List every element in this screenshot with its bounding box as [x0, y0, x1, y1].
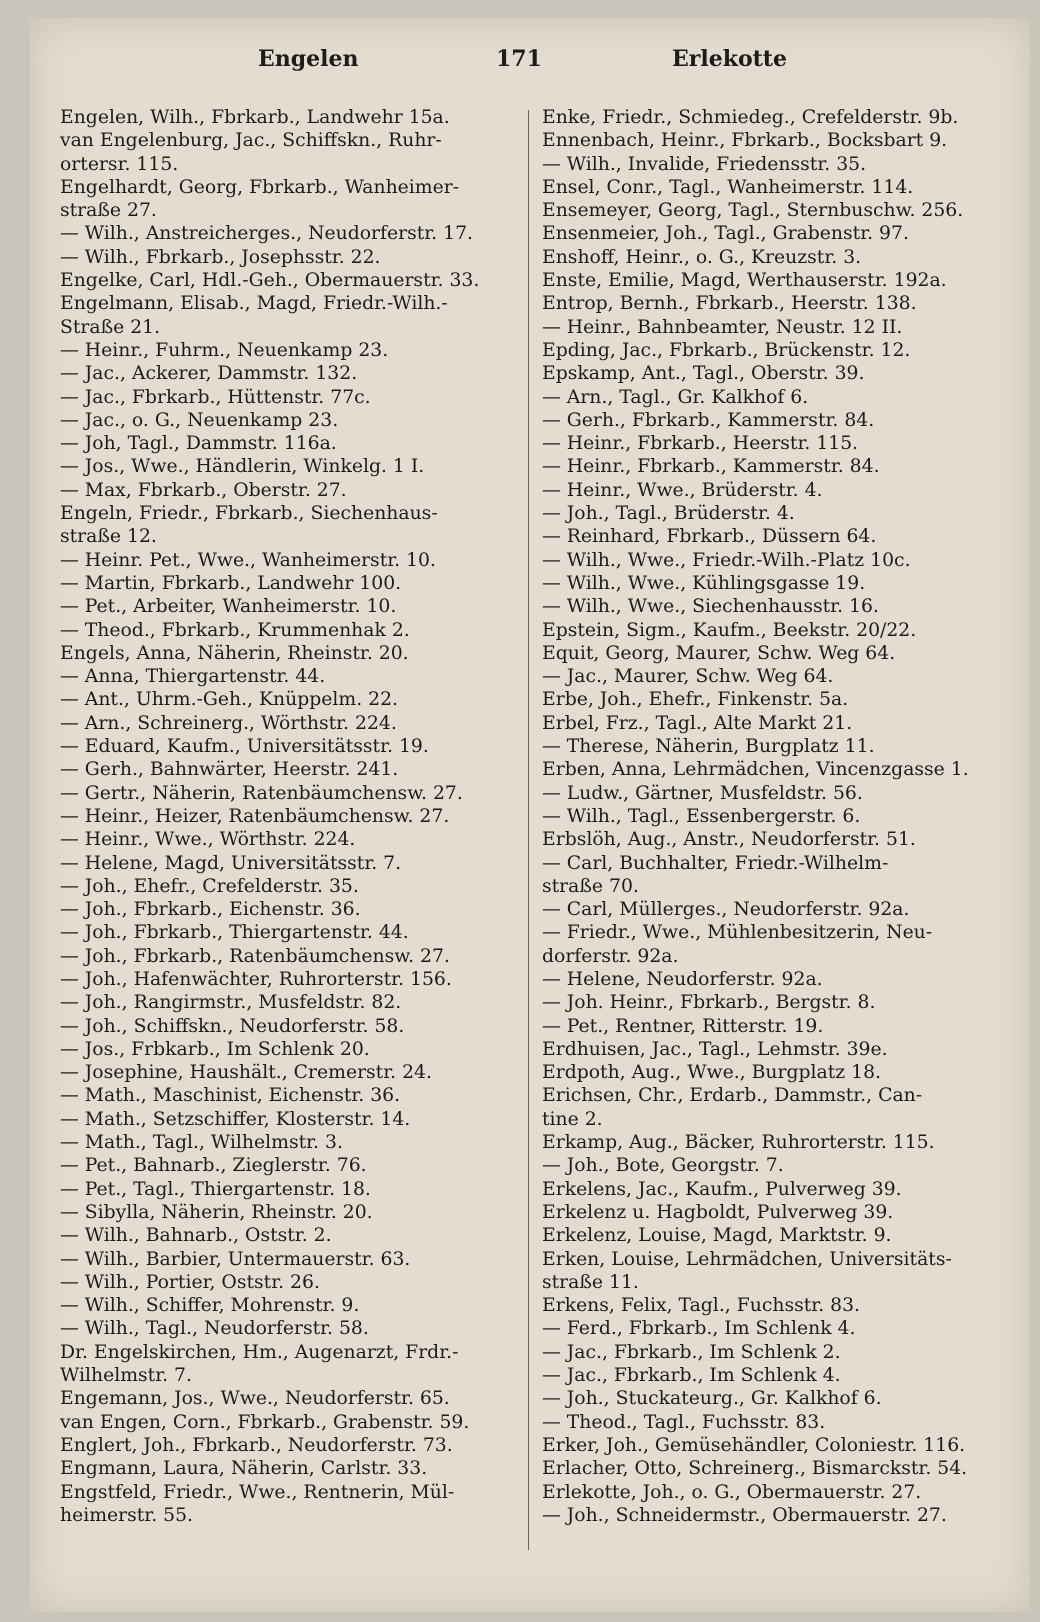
directory-line: Erkelenz u. Hagboldt, Pulverweg 39.	[542, 1201, 894, 1223]
directory-line: — Ant., Uhrm.-Geh., Knüppelm. 22.	[60, 689, 399, 711]
directory-line: — Pet., Arbeiter, Wanheimerstr. 10.	[60, 596, 397, 618]
directory-line: — Heinr., Wwe., Brüderstr. 4.	[542, 479, 823, 501]
directory-line: — Jac., Fbrkarb., Im Schlenk 4.	[542, 1365, 841, 1387]
directory-line: — Joh., Fbrkarb., Eichenstr. 36.	[60, 899, 361, 921]
directory-line: — Wilh., Wwe., Kühlingsgasse 19.	[542, 572, 866, 594]
directory-line: — Wilh., Schiffer, Mohrenstr. 9.	[60, 1295, 360, 1317]
directory-line: — Joh., Bote, Georgstr. 7.	[542, 1155, 784, 1177]
directory-line: — Joh., Stuckateurg., Gr. Kalkhof 6.	[542, 1388, 882, 1410]
directory-line: — Heinr., Fuhrm., Neuenkamp 23.	[60, 339, 389, 361]
directory-line: Epskamp, Ant., Tagl., Oberstr. 39.	[542, 363, 865, 385]
directory-line: Ensemeyer, Georg, Tagl., Sternbuschw. 256.	[542, 200, 964, 222]
directory-line: Ensenmeier, Joh., Tagl., Grabenstr. 97.	[542, 223, 909, 245]
directory-line: Erlacher, Otto, Schreinerg., Bismarckstr. 54.	[542, 1458, 968, 1480]
directory-line: Epstein, Sigm., Kaufm., Beekstr. 20/22.	[542, 619, 917, 641]
directory-line: Engeln, Friedr., Fbrkarb., Siechenhaus-	[60, 503, 438, 525]
directory-line: — Joh., Fbrkarb., Thiergartenstr. 44.	[60, 922, 409, 944]
directory-line: Erbe, Joh., Ehefr., Finkenstr. 5a.	[542, 689, 849, 711]
directory-line: — Pet., Tagl., Thiergartenstr. 18.	[60, 1178, 371, 1200]
header-last-name: Erlekotte	[672, 46, 787, 72]
directory-line: — Wilh., Barbier, Untermauerstr. 63.	[60, 1248, 411, 1270]
page-header	[30, 36, 1030, 76]
directory-line: — Josephine, Haushält., Cremerstr. 24.	[60, 1062, 432, 1084]
directory-line: Ennenbach, Heinr., Fbrkarb., Bocksbart 9.	[542, 130, 948, 152]
directory-line: — Arn., Schreinerg., Wörthstr. 224.	[60, 712, 397, 734]
directory-line: Erichsen, Chr., Erdarb., Dammstr., Can-	[542, 1085, 923, 1107]
directory-line: — Joh., Hafenwächter, Ruhrorterstr. 156.	[60, 968, 452, 990]
directory-line: Engemann, Jos., Wwe., Neudorferstr. 65.	[60, 1388, 450, 1410]
directory-line: Engstfeld, Friedr., Wwe., Rentnerin, Mül-	[60, 1481, 455, 1503]
directory-line: Erkelenz, Louise, Magd, Marktstr. 9.	[542, 1225, 892, 1247]
directory-line: Wilhelmstr. 7.	[60, 1365, 192, 1387]
directory-line: — Joh., Fbrkarb., Ratenbäumchensw. 27.	[60, 945, 450, 967]
directory-line: — Heinr., Fbrkarb., Kammerstr. 84.	[542, 456, 880, 478]
directory-line: Engelen, Wilh., Fbrkarb., Landwehr 15a.	[60, 107, 450, 128]
directory-line: — Pet., Rentner, Ritterstr. 19.	[542, 1015, 824, 1037]
directory-line: — Joh. Heinr., Fbrkarb., Bergstr. 8.	[542, 992, 876, 1014]
directory-line: — Helene, Magd, Universitätsstr. 7.	[60, 852, 402, 874]
directory-line: — Wilh., Bahnarb., Oststr. 2.	[60, 1225, 332, 1247]
directory-line: — Theod., Fbrkarb., Krummenhak 2.	[60, 619, 410, 641]
directory-line: — Ludw., Gärtner, Musfeldstr. 56.	[542, 782, 863, 804]
directory-line: Engmann, Laura, Näherin, Carlstr. 33.	[60, 1458, 428, 1480]
directory-line: — Wilh., Fbrkarb., Josephsstr. 22.	[60, 246, 381, 268]
directory-line: — Wilh., Tagl., Neudorferstr. 58.	[60, 1318, 369, 1340]
directory-line: Erkamp, Aug., Bäcker, Ruhrorterstr. 115.	[542, 1132, 935, 1154]
directory-line: Erdpoth, Aug., Wwe., Burgplatz 18.	[542, 1062, 882, 1084]
directory-line: — Gerh., Fbrkarb., Kammerstr. 84.	[542, 409, 875, 431]
directory-line: — Pet., Bahnarb., Zieglerstr. 76.	[60, 1155, 367, 1177]
directory-line: Ensel, Conr., Tagl., Wanheimerstr. 114.	[542, 176, 914, 198]
directory-line: — Jac., Ackerer, Dammstr. 132.	[60, 363, 358, 385]
directory-line: — Gerh., Bahnwärter, Heerstr. 241.	[60, 759, 399, 781]
left-column	[60, 106, 525, 1527]
directory-line: straße 12.	[60, 526, 157, 548]
directory-line: Erker, Joh., Gemüsehändler, Coloniestr. 116.	[542, 1434, 966, 1456]
directory-line: — Jac., Fbrkarb., Hüttenstr. 77c.	[60, 386, 371, 408]
column-divider	[528, 110, 529, 1550]
directory-line: — Jac., o. G., Neuenkamp 23.	[60, 409, 339, 431]
directory-line: — Therese, Näherin, Burgplatz 11.	[542, 736, 875, 758]
page-number: 171	[496, 46, 542, 72]
directory-line: — Heinr., Heizer, Ratenbäumchensw. 27.	[60, 805, 450, 827]
directory-line: — Eduard, Kaufm., Universitätsstr. 19.	[60, 736, 429, 758]
directory-line: — Joh., Tagl., Brüderstr. 4.	[542, 503, 795, 525]
directory-line: Erbslöh, Aug., Anstr., Neudorferstr. 51.	[542, 829, 916, 851]
directory-line: Engels, Anna, Näherin, Rheinstr. 20.	[60, 642, 409, 664]
directory-page	[30, 18, 1030, 1612]
directory-line: — Jac., Fbrkarb., Im Schlenk 2.	[542, 1341, 841, 1363]
directory-line: — Joh, Tagl., Dammstr. 116a.	[60, 433, 337, 455]
directory-line: straße 70.	[542, 875, 639, 897]
directory-line: van Engen, Corn., Fbrkarb., Grabenstr. 59.	[60, 1411, 470, 1433]
directory-line: Equit, Georg, Maurer, Schw. Weg 64.	[542, 642, 896, 664]
directory-line: Epding, Jac., Fbrkarb., Brückenstr. 12.	[542, 339, 911, 361]
header-first-name: Engelen	[258, 46, 359, 72]
directory-line: — Arn., Tagl., Gr. Kalkhof 6.	[542, 386, 809, 408]
directory-line: Engelke, Carl, Hdl.-Geh., Obermauerstr. 33.	[60, 270, 480, 292]
directory-line: — Heinr. Pet., Wwe., Wanheimerstr. 10.	[60, 549, 436, 571]
directory-line: Engelhardt, Georg, Fbrkarb., Wanheimer-	[60, 176, 460, 198]
directory-line: — Theod., Tagl., Fuchsstr. 83.	[542, 1411, 826, 1433]
directory-line: — Heinr., Fbrkarb., Heerstr. 115.	[542, 433, 859, 455]
directory-line: — Friedr., Wwe., Mühlenbesitzerin, Neu-	[542, 922, 933, 944]
directory-line: Erlekotte, Joh., o. G., Obermauerstr. 27.	[542, 1481, 922, 1503]
directory-line: Enshoff, Heinr., o. G., Kreuzstr. 3.	[542, 246, 862, 268]
directory-line: Erdhuisen, Jac., Tagl., Lehmstr. 39e.	[542, 1038, 888, 1060]
directory-line: — Anna, Thiergartenstr. 44.	[60, 666, 326, 688]
directory-line: — Carl, Müllerges., Neudorferstr. 92a.	[542, 899, 910, 921]
directory-line: dorferstr. 92a.	[542, 945, 679, 967]
directory-line: Enste, Emilie, Magd, Werthauserstr. 192a.	[542, 270, 947, 292]
directory-line: — Wilh., Portier, Oststr. 26.	[60, 1271, 320, 1293]
directory-line: tine 2.	[542, 1108, 603, 1130]
directory-line: Dr. Engelskirchen, Hm., Augenarzt, Frdr.-	[60, 1341, 459, 1363]
directory-line: — Joh., Schneidermstr., Obermauerstr. 27.	[542, 1504, 947, 1526]
directory-line: — Jos., Wwe., Händlerin, Winkelg. 1 I.	[60, 456, 425, 478]
directory-line: — Martin, Fbrkarb., Landwehr 100.	[60, 572, 402, 594]
directory-line: — Jos., Frbkarb., Im Schlenk 20.	[60, 1038, 370, 1060]
directory-line: Englert, Joh., Fbrkarb., Neudorferstr. 73.	[60, 1434, 453, 1456]
directory-line: — Wilh., Wwe., Siechenhausstr. 16.	[542, 596, 879, 618]
directory-line: straße 27.	[60, 200, 157, 222]
directory-line: Erbel, Frz., Tagl., Alte Markt 21.	[542, 712, 853, 734]
directory-line: — Gertr., Näherin, Ratenbäumchensw. 27.	[60, 782, 463, 804]
directory-line: Enke, Friedr., Schmiedeg., Crefelderstr. 9b.	[542, 107, 959, 128]
directory-line: — Joh., Schiffskn., Neudorferstr. 58.	[60, 1015, 405, 1037]
directory-line: Entrop, Bernh., Fbrkarb., Heerstr. 138.	[542, 293, 917, 315]
directory-line: straße 11.	[542, 1271, 639, 1293]
directory-line: van Engelenburg, Jac., Schiffskn., Ruhr-	[60, 130, 442, 152]
directory-line: — Math., Tagl., Wilhelmstr. 3.	[60, 1132, 343, 1154]
directory-line: — Helene, Neudorferstr. 92a.	[542, 968, 823, 990]
directory-line: — Heinr., Bahnbeamter, Neustr. 12 II.	[542, 316, 903, 338]
directory-line: — Wilh., Tagl., Essenbergerstr. 6.	[542, 805, 861, 827]
directory-line: — Wilh., Anstreicherges., Neudorferstr. 17.	[60, 223, 473, 245]
directory-line: — Ferd., Fbrkarb., Im Schlenk 4.	[542, 1318, 856, 1340]
directory-line: — Math., Maschinist, Eichenstr. 36.	[60, 1085, 401, 1107]
directory-line: Engelmann, Elisab., Magd, Friedr.-Wilh.-	[60, 293, 448, 315]
directory-line: Erken, Louise, Lehrmädchen, Universitäts-	[542, 1248, 952, 1270]
directory-line: — Joh., Ehefr., Crefelderstr. 35.	[60, 875, 359, 897]
directory-line: — Jac., Maurer, Schw. Weg 64.	[542, 666, 834, 688]
directory-line: — Joh., Rangirmstr., Musfeldstr. 82.	[60, 992, 402, 1014]
directory-line: — Sibylla, Näherin, Rheinstr. 20.	[60, 1201, 373, 1223]
directory-line: Erkelens, Jac., Kaufm., Pulverweg 39.	[542, 1178, 902, 1200]
directory-line: — Heinr., Wwe., Wörthstr. 224.	[60, 829, 356, 851]
directory-line: — Wilh., Wwe., Friedr.-Wilh.-Platz 10c.	[542, 549, 911, 571]
right-column	[542, 106, 1022, 1527]
directory-line: Erkens, Felix, Tagl., Fuchsstr. 83.	[542, 1295, 861, 1317]
directory-line: — Reinhard, Fbrkarb., Düssern 64.	[542, 526, 877, 548]
directory-line: — Max, Fbrkarb., Oberstr. 27.	[60, 479, 347, 501]
directory-line: ortersr. 115.	[60, 153, 179, 175]
directory-line: Straße 21.	[60, 316, 161, 338]
directory-line: — Carl, Buchhalter, Friedr.-Wilhelm-	[542, 852, 889, 874]
directory-line: — Wilh., Invalide, Friedensstr. 35.	[542, 153, 867, 175]
directory-line: heimerstr. 55.	[60, 1504, 194, 1526]
directory-line: — Math., Setzschiffer, Klosterstr. 14.	[60, 1108, 411, 1130]
directory-line: Erben, Anna, Lehrmädchen, Vincenzgasse 1.	[542, 759, 969, 781]
